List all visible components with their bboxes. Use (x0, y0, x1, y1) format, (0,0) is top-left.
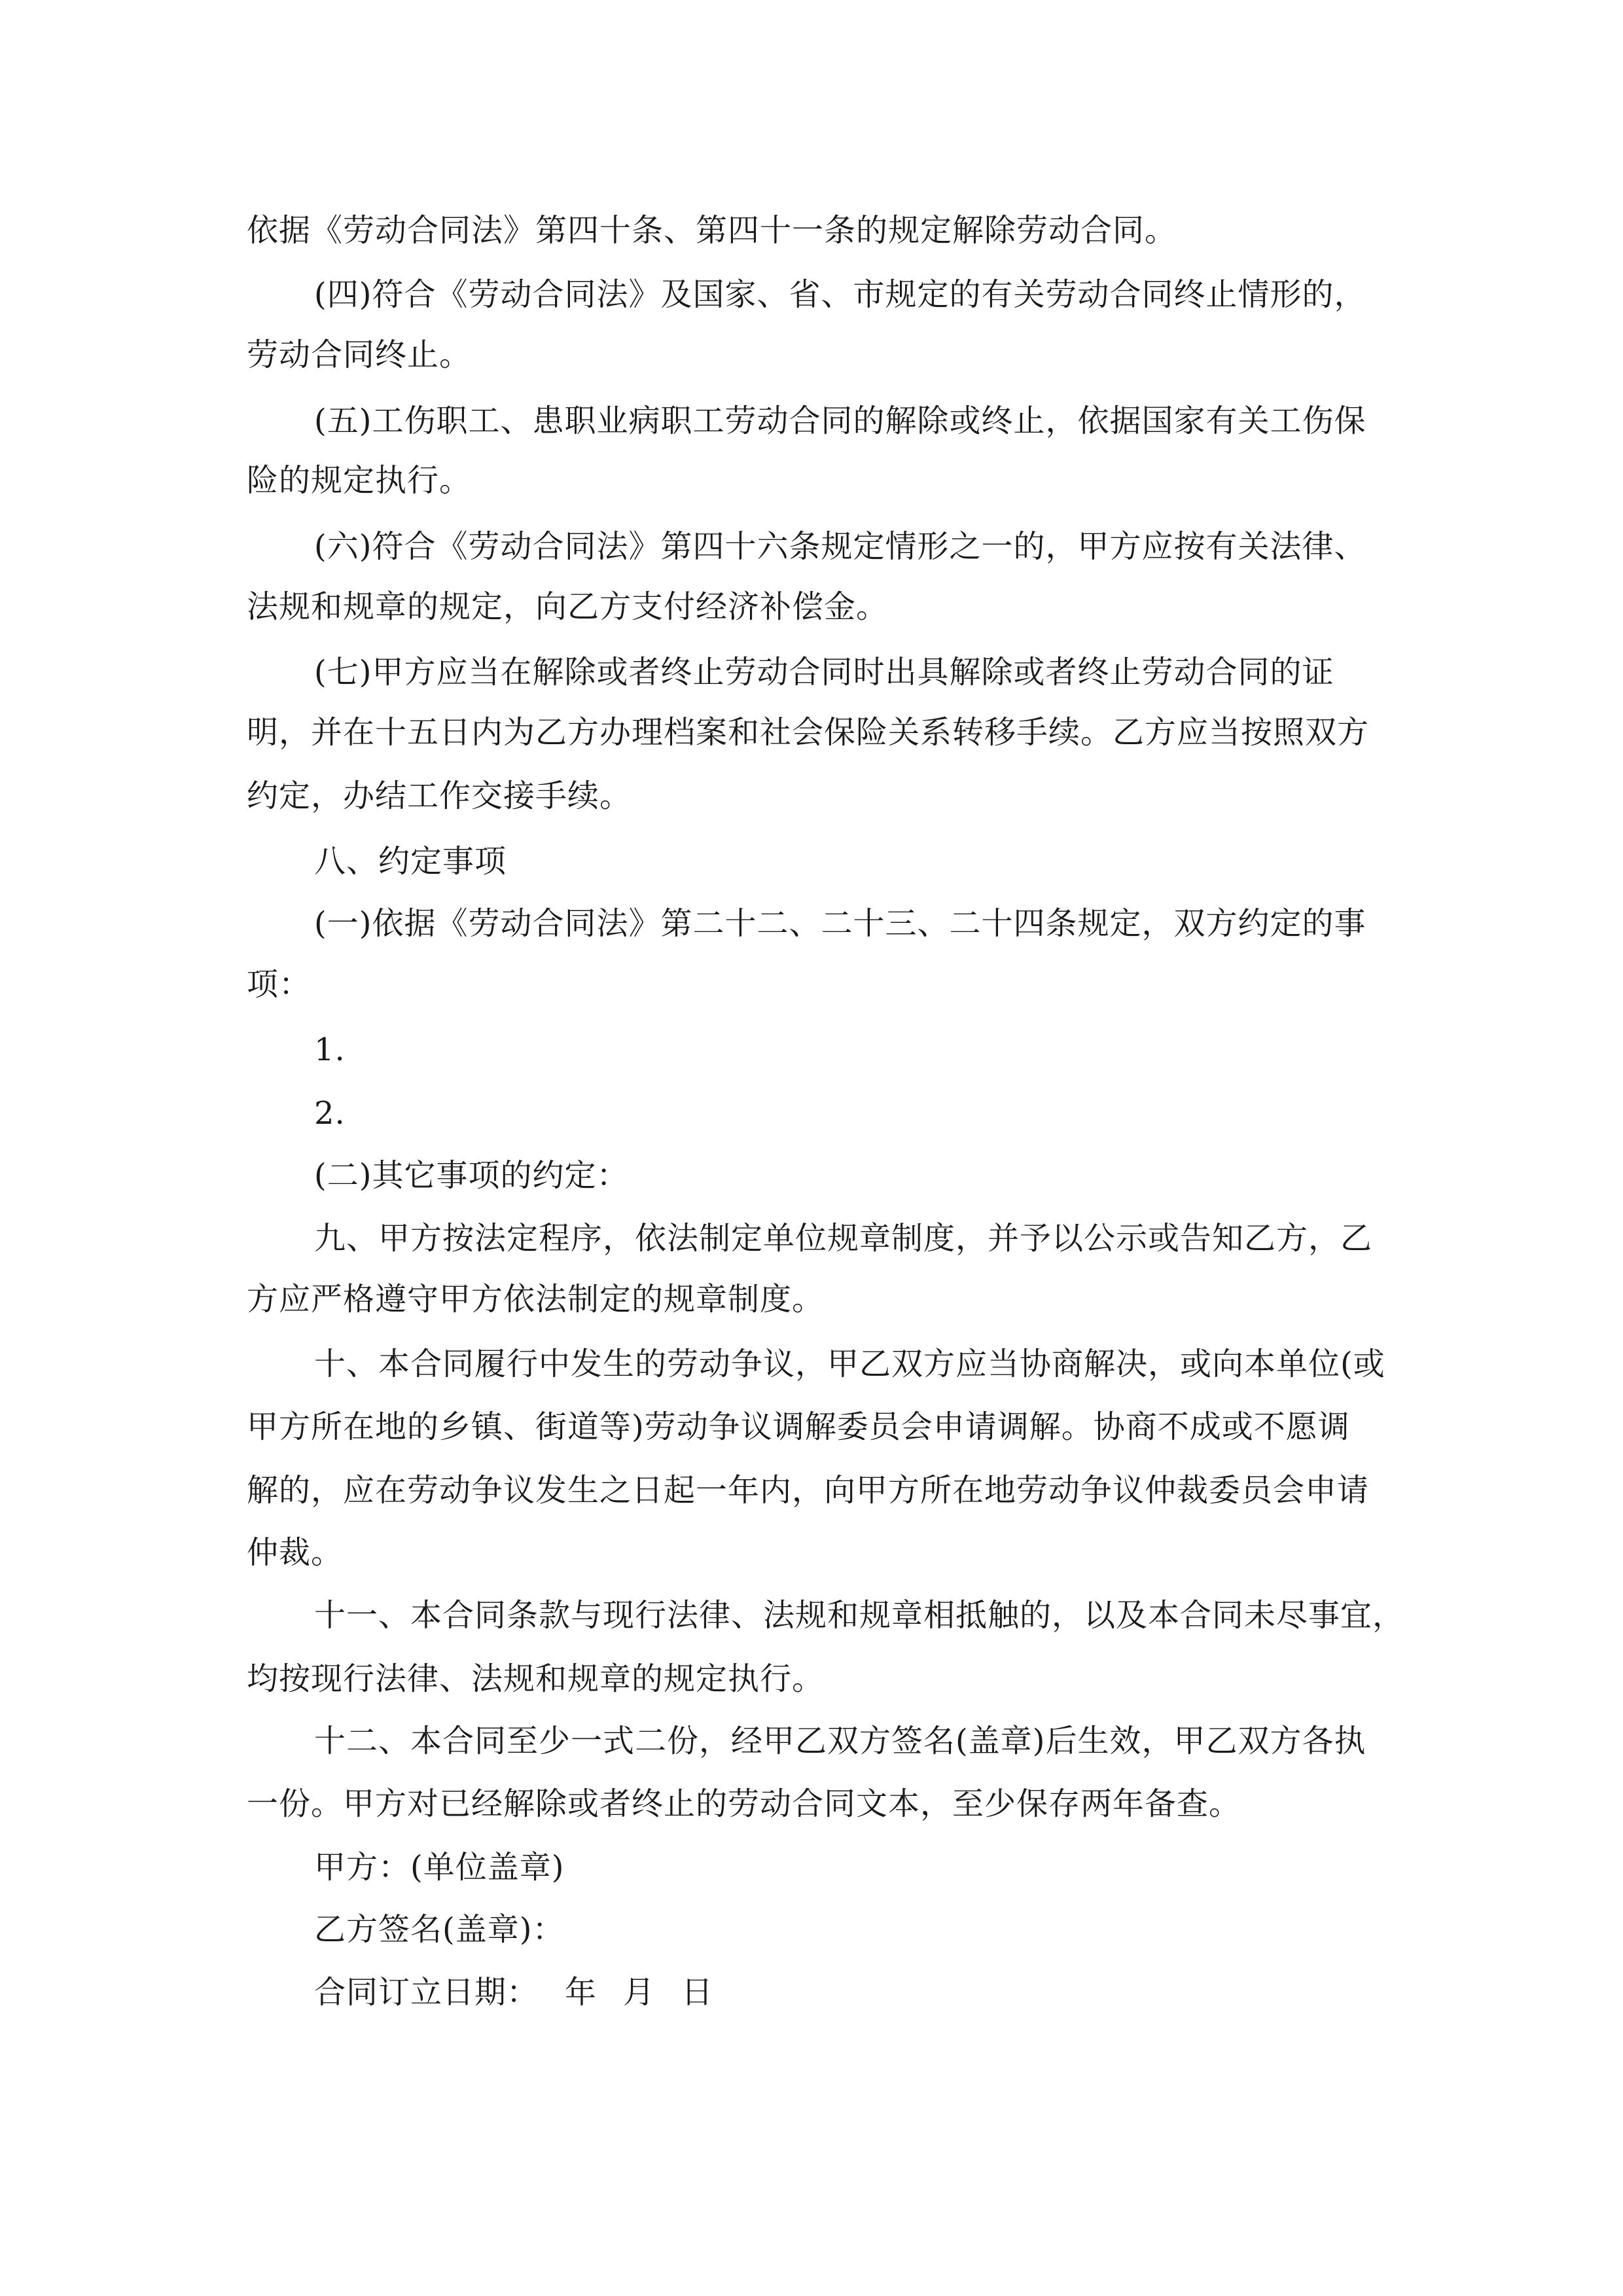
paragraph-line: 约定，办结工作交接手续。 (247, 778, 632, 814)
paragraph-line: 十二、本合同至少一式二份，经甲乙双方签名(盖章)后生效，甲乙双方各执 (314, 1723, 1366, 1759)
paragraph-line: 项： (247, 966, 312, 1003)
paragraph-line: (二)其它事项的约定： (314, 1157, 629, 1194)
paragraph-line: 劳动合同终止。 (247, 336, 472, 373)
paragraph-line: 十、本合同履行中发生的劳动争议，甲乙双方应当协商解决，或向本单位(或 (314, 1346, 1385, 1382)
date-day: 日 (681, 1974, 714, 2011)
paragraph-line: 依据《劳动合同法》第四十条、第四十一条的规定解除劳动合同。 (247, 212, 1177, 249)
paragraph-line: 仲裁。 (247, 1534, 344, 1571)
date-month: 月 (623, 1974, 656, 2011)
paragraph-line: 解的，应在劳动争议发生之日起一年内，向甲方所在地劳动争议仲裁委员会申请 (247, 1472, 1370, 1509)
paragraph-line: 均按现行法律、法规和规章的规定执行。 (247, 1660, 825, 1697)
paragraph-line: 九、甲方按法定程序，依法制定单位规章制度，并予以公示或告知乙方，乙 (314, 1220, 1373, 1257)
contract-date-line (314, 1973, 1400, 2012)
paragraph-line: 十一、本合同条款与现行法律、法规和规章相抵触的，以及本合同未尽事宜， (314, 1597, 1405, 1634)
party-b-signature-line: 乙方签名(盖章)： (314, 1911, 565, 1948)
paragraph-line: 方应严格遵守甲方依法制定的规章制度。 (247, 1281, 825, 1318)
paragraph-line: (七)甲方应当在解除或者终止劳动合同时出具解除或者终止劳动合同的证 (314, 654, 1334, 691)
paragraph-line: (五)工伤职工、患职业病职工劳动合同的解除或终止，依据国家有关工伤保 (314, 403, 1366, 439)
party-a-signature-line: 甲方：(单位盖章) (314, 1849, 565, 1886)
date-year: 年 (565, 1974, 597, 2011)
paragraph-line: 一份。甲方对已经解除或者终止的劳动合同文本，至少保存两年备查。 (247, 1785, 1241, 1822)
paragraph-line: 险的规定执行。 (247, 462, 472, 499)
list-item: 2. (314, 1095, 346, 1132)
date-label: 合同订立日期： (314, 1974, 539, 2011)
paragraph-line: (四)符合《劳动合同法》及国家、省、市规定的有关劳动合同终止情形的， (314, 276, 1366, 313)
list-item: 1. (314, 1031, 346, 1068)
paragraph-line: 甲方所在地的乡镇、街道等)劳动争议调解委员会申请调解。协商不成或不愿调 (247, 1408, 1350, 1445)
section-heading: 八、约定事项 (314, 843, 507, 880)
paragraph-line: (六)符合《劳动合同法》第四十六条规定情形之一的，甲方应按有关法律、 (314, 528, 1366, 565)
paragraph-line: (一)依据《劳动合同法》第二十二、二十三、二十四条规定，双方约定的事 (314, 905, 1366, 942)
paragraph-line: 法规和规章的规定，向乙方支付经济补偿金。 (247, 588, 889, 625)
paragraph-line: 明，并在十五日内为乙方办理档案和社会保险关系转移手续。乙方应当按照双方 (247, 714, 1370, 751)
